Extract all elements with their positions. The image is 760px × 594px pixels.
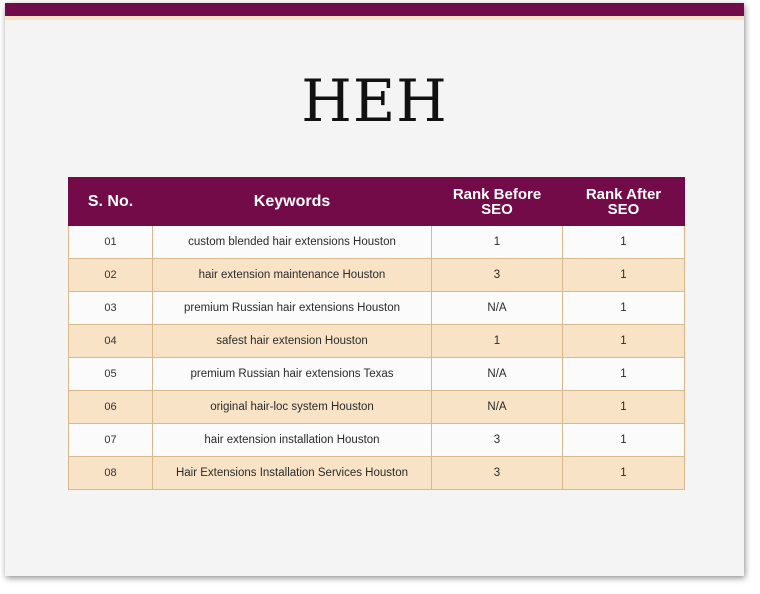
- table-row: [69, 457, 685, 490]
- table-row: [69, 226, 685, 259]
- header-rank-after-line1: Rank After: [585, 185, 662, 203]
- cell-rank-after: 1: [563, 424, 685, 457]
- table-row: [69, 424, 685, 457]
- cell-rank-before: 1: [432, 226, 563, 259]
- cell-sno: 07: [69, 424, 153, 457]
- cell-rank-after: 1: [563, 457, 685, 490]
- cell-rank-after: 1: [563, 226, 685, 259]
- cell-sno: 04: [69, 325, 153, 358]
- cell-keyword: safest hair extension Houston: [153, 325, 432, 358]
- cell-keyword: Hair Extensions Installation Services Houston: [153, 457, 432, 490]
- cell-rank-after: 1: [563, 358, 685, 391]
- cell-rank-before: 1: [432, 325, 563, 358]
- cell-rank-after: 1: [563, 325, 685, 358]
- cell-sno: 02: [69, 259, 153, 292]
- page-title: HEH: [301, 67, 448, 135]
- table-row: [69, 358, 685, 391]
- cell-keyword: premium Russian hair extensions Texas: [153, 358, 432, 391]
- cell-keyword: hair extension maintenance Houston: [153, 259, 432, 292]
- cell-rank-before: N/A: [432, 391, 563, 424]
- cell-rank-after: 1: [563, 391, 685, 424]
- table-row: [69, 325, 685, 358]
- table-row: [69, 292, 685, 325]
- keyword-ranking-table: [68, 177, 685, 490]
- top-bar: [5, 3, 744, 16]
- cell-keyword: original hair-loc system Houston: [153, 391, 432, 424]
- cell-sno: 08: [69, 457, 153, 490]
- cell-sno: 06: [69, 391, 153, 424]
- header-rank-before: [432, 178, 563, 226]
- cell-rank-before: N/A: [432, 292, 563, 325]
- header-rank-before-line1: Rank Before: [452, 185, 542, 203]
- cell-rank-before: 3: [432, 424, 563, 457]
- header-rank-after-line2: SEO: [607, 200, 640, 218]
- header-keywords: Keywords: [153, 178, 432, 226]
- slide: [5, 3, 744, 576]
- table-header-row: [69, 178, 685, 226]
- table-row: [69, 259, 685, 292]
- cell-keyword: hair extension installation Houston: [153, 424, 432, 457]
- header-rank-before-line2: SEO: [481, 200, 513, 218]
- cell-sno: 03: [69, 292, 153, 325]
- cell-rank-before: N/A: [432, 358, 563, 391]
- cell-sno: 05: [69, 358, 153, 391]
- cell-rank-after: 1: [563, 292, 685, 325]
- cell-rank-before: 3: [432, 457, 563, 490]
- table-row: [69, 391, 685, 424]
- header-sno: S. No.: [69, 178, 153, 226]
- top-bar-accent: [5, 16, 744, 20]
- cell-rank-after: 1: [563, 259, 685, 292]
- cell-keyword: premium Russian hair extensions Houston: [153, 292, 432, 325]
- cell-keyword: custom blended hair extensions Houston: [153, 226, 432, 259]
- cell-rank-before: 3: [432, 259, 563, 292]
- cell-sno: 01: [69, 226, 153, 259]
- header-rank-after: [563, 178, 685, 226]
